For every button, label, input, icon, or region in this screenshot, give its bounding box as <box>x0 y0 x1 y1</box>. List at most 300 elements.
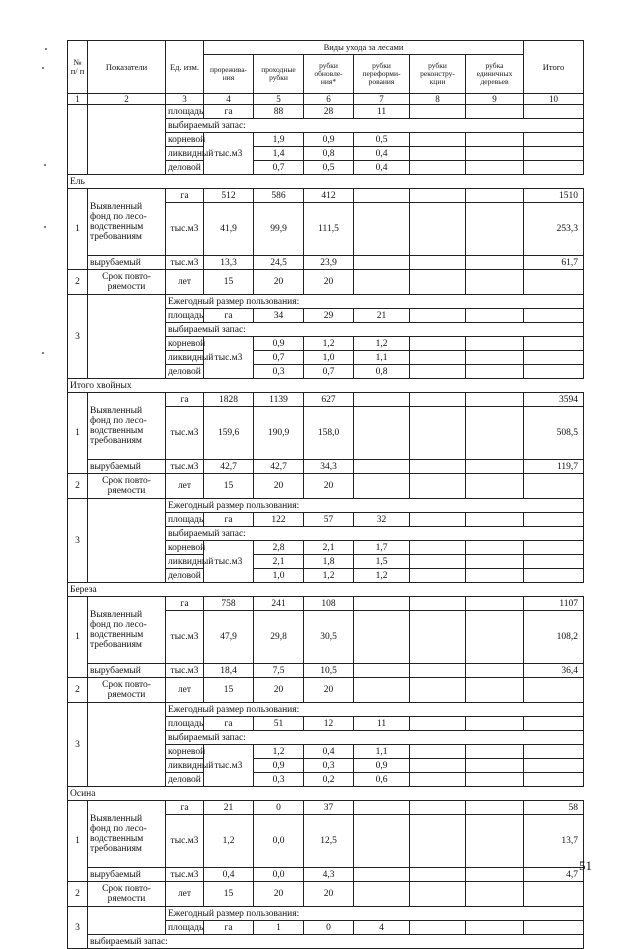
empty-cell <box>354 407 410 460</box>
value-cell: 32 <box>354 513 410 527</box>
empty-cell <box>354 393 410 407</box>
empty-cell <box>524 474 584 499</box>
empty-cell <box>410 882 466 907</box>
empty-cell <box>524 678 584 703</box>
total-cell: 119,7 <box>524 460 584 474</box>
empty-cell <box>466 868 524 882</box>
unit-cell: тыс.м3 <box>166 868 204 882</box>
empty-cell <box>410 664 466 678</box>
empty-cell <box>524 745 584 759</box>
value-cell: 1828 <box>204 393 254 407</box>
table-row <box>68 703 584 717</box>
scan-speck <box>42 67 44 69</box>
row-number: 2 <box>68 270 88 295</box>
value-cell: 20 <box>304 474 354 499</box>
empty-cell <box>466 133 524 147</box>
value-cell: 0,0 <box>254 868 304 882</box>
value-cell: 2,8 <box>254 541 304 555</box>
section-title: Осина <box>68 787 584 801</box>
liquid-label: ликвидный <box>166 555 204 569</box>
unit-cell: тыс.м3 <box>204 541 254 583</box>
empty-cell <box>466 921 524 935</box>
page-number: 51 <box>579 858 592 873</box>
value-cell: 34 <box>254 309 304 323</box>
value-cell: 1,9 <box>254 133 304 147</box>
section-title: Береза <box>68 583 584 597</box>
row-number: 1 <box>68 597 88 678</box>
header-subtype: проходные рубки <box>254 55 304 94</box>
empty-cell <box>466 882 524 907</box>
column-number: 10 <box>524 94 584 105</box>
revealed-label: Выявленный фонд по лесо-водственным требованиям <box>88 393 166 460</box>
header-subtype: рубки переформи- рования <box>354 55 410 94</box>
value-cell: 159,6 <box>204 407 254 460</box>
business-label: деловой <box>166 773 204 787</box>
value-cell: 1,5 <box>354 555 410 569</box>
liquid-label: ликвидный <box>166 147 204 161</box>
empty-cell <box>354 256 410 270</box>
value-cell: 158,0 <box>304 407 354 460</box>
value-cell: 412 <box>304 189 354 203</box>
unit-cell: лет <box>166 270 204 295</box>
empty-cell <box>410 105 466 119</box>
total-cell: 61,7 <box>524 256 584 270</box>
empty-cell <box>410 474 466 499</box>
value-cell: 20 <box>254 882 304 907</box>
value-cell: 4 <box>354 921 410 935</box>
empty-cell <box>410 365 466 379</box>
value-cell: 2,1 <box>254 555 304 569</box>
cut-label: вырубаемый <box>88 256 166 270</box>
value-cell: 0,5 <box>354 133 410 147</box>
value-cell: 1,1 <box>354 745 410 759</box>
empty-cell <box>410 921 466 935</box>
empty-cell <box>410 555 466 569</box>
empty-cell <box>466 270 524 295</box>
cut-label: вырубаемый <box>88 868 166 882</box>
scan-speck <box>44 226 46 228</box>
total-cell: 1107 <box>524 597 584 611</box>
table-row <box>68 664 584 678</box>
row-number: 1 <box>68 801 88 882</box>
unit-cell: га <box>166 801 204 815</box>
empty-cell <box>466 815 524 868</box>
value-cell: 0 <box>254 801 304 815</box>
value-cell: 1,0 <box>304 351 354 365</box>
table-row <box>68 907 584 921</box>
empty-cell <box>524 351 584 365</box>
value-cell: 18,4 <box>204 664 254 678</box>
value-cell: 0,7 <box>254 161 304 175</box>
header-subtype: прорежива- ния <box>204 55 254 94</box>
value-cell: 15 <box>204 678 254 703</box>
root-label: корневой <box>166 133 204 147</box>
table-row <box>68 105 584 119</box>
value-cell: 0,8 <box>354 365 410 379</box>
annual-use-label: Ежегодный размер пользования: <box>166 907 584 921</box>
empty-cell <box>354 474 410 499</box>
value-cell: 51 <box>254 717 304 731</box>
total-cell: 4,7 <box>524 868 584 882</box>
liquid-label: ликвидный <box>166 351 204 365</box>
row-number: 2 <box>68 678 88 703</box>
empty-cell <box>524 309 584 323</box>
stock-label: выбираемый запас: <box>88 935 584 949</box>
empty-cell <box>466 569 524 583</box>
total-cell: 1510 <box>524 189 584 203</box>
area-label: площадь <box>166 921 204 935</box>
value-cell: 0,4 <box>204 868 254 882</box>
empty-cell <box>466 773 524 787</box>
empty-cell <box>466 474 524 499</box>
revealed-label: Выявленный фонд по лесо-водственным требованиям <box>88 801 166 868</box>
unit-cell: лет <box>166 882 204 907</box>
empty-cell <box>410 133 466 147</box>
value-cell: 7,5 <box>254 664 304 678</box>
total-cell: 3594 <box>524 393 584 407</box>
empty-cell <box>354 664 410 678</box>
empty-cell <box>466 801 524 815</box>
value-cell: 1,2 <box>304 569 354 583</box>
value-cell: 29,8 <box>254 611 304 664</box>
value-cell: 0,3 <box>254 773 304 787</box>
row-number <box>88 295 166 379</box>
total-cell: 58 <box>524 801 584 815</box>
business-label: деловой <box>166 161 204 175</box>
empty-cell <box>354 882 410 907</box>
empty-cell <box>524 921 584 935</box>
value-cell: 758 <box>204 597 254 611</box>
empty-cell <box>524 365 584 379</box>
header-care-types: Виды ухода за лесами <box>204 41 524 55</box>
value-cell: 0,9 <box>304 133 354 147</box>
value-cell: 4,3 <box>304 868 354 882</box>
empty-cell <box>466 256 524 270</box>
empty-cell <box>524 337 584 351</box>
value-cell: 15 <box>204 474 254 499</box>
table-row <box>68 583 584 597</box>
cut-label: вырубаемый <box>88 664 166 678</box>
cut-label: вырубаемый <box>88 460 166 474</box>
value-cell: 15 <box>204 270 254 295</box>
value-cell: 99,9 <box>254 203 304 256</box>
header-subtype: рубка единичных деревьев <box>466 55 524 94</box>
empty-cell <box>466 161 524 175</box>
empty-cell <box>524 717 584 731</box>
value-cell: 10,5 <box>304 664 354 678</box>
value-cell: 11 <box>354 717 410 731</box>
value-cell: 37 <box>304 801 354 815</box>
value-cell: 13,3 <box>204 256 254 270</box>
empty-cell <box>466 611 524 664</box>
row-number: 3 <box>68 499 88 583</box>
empty-cell <box>354 460 410 474</box>
stock-label: выбираемый запас: <box>166 527 584 541</box>
liquid-label: ликвидный <box>166 759 204 773</box>
value-cell: 1,4 <box>254 147 304 161</box>
value-cell: 122 <box>254 513 304 527</box>
value-cell: 20 <box>254 270 304 295</box>
table-row <box>68 270 584 295</box>
value-cell: 1139 <box>254 393 304 407</box>
area-label: площадь <box>166 717 204 731</box>
empty-cell <box>466 407 524 460</box>
unit-cell: лет <box>166 474 204 499</box>
unit-cell: га <box>166 393 204 407</box>
row-number: 3 <box>68 907 88 949</box>
unit-cell: тыс.м3 <box>166 815 204 868</box>
unit-cell: тыс.м3 <box>166 256 204 270</box>
section-title: Ель <box>68 175 584 189</box>
empty-cell <box>466 351 524 365</box>
empty-cell <box>524 555 584 569</box>
empty-cell <box>410 203 466 256</box>
empty-cell <box>524 105 584 119</box>
value-cell: 20 <box>254 474 304 499</box>
empty-cell <box>410 270 466 295</box>
table-row <box>68 935 584 949</box>
row-number <box>88 907 166 935</box>
table-row <box>68 94 584 105</box>
section-title: Итого хвойных <box>68 379 584 393</box>
table-row <box>68 474 584 499</box>
empty-cell <box>466 393 524 407</box>
total-cell: 108,2 <box>524 611 584 664</box>
value-cell: 1,8 <box>304 555 354 569</box>
value-cell: 0,4 <box>354 147 410 161</box>
value-cell: 21 <box>354 309 410 323</box>
value-cell: 1,2 <box>354 337 410 351</box>
period-label: Срок повто-ряемости <box>88 678 166 703</box>
value-cell: 0,9 <box>254 337 304 351</box>
total-cell: 13,7 <box>524 815 584 868</box>
empty-cell <box>466 541 524 555</box>
value-cell: 0,5 <box>304 161 354 175</box>
unit-cell: тыс.м3 <box>204 337 254 379</box>
empty-cell <box>354 611 410 664</box>
empty-cell <box>354 189 410 203</box>
table-row <box>68 175 584 189</box>
table-row <box>68 597 584 611</box>
empty-cell <box>466 337 524 351</box>
empty-cell <box>524 513 584 527</box>
header-subtype: рубки реконстру- кции <box>410 55 466 94</box>
empty-cell <box>354 801 410 815</box>
value-cell: 0,2 <box>304 773 354 787</box>
empty-cell <box>466 105 524 119</box>
empty-cell <box>466 203 524 256</box>
unit-cell: тыс.м3 <box>166 407 204 460</box>
table-row <box>68 882 584 907</box>
empty-cell <box>466 189 524 203</box>
empty-cell <box>524 569 584 583</box>
empty-cell <box>524 161 584 175</box>
unit-cell: тыс.м3 <box>166 460 204 474</box>
value-cell: 21 <box>204 801 254 815</box>
annual-use-label: Ежегодный размер пользования: <box>166 295 584 309</box>
empty-cell <box>466 460 524 474</box>
value-cell: 0,8 <box>304 147 354 161</box>
row-number <box>88 703 166 787</box>
table-row <box>68 868 584 882</box>
value-cell: 20 <box>304 270 354 295</box>
business-label: деловой <box>166 569 204 583</box>
value-cell: 0,4 <box>304 745 354 759</box>
value-cell: 241 <box>254 597 304 611</box>
unit-cell: тыс.м3 <box>204 133 254 175</box>
value-cell: 0,3 <box>304 759 354 773</box>
header-number: № п/ п <box>68 41 88 94</box>
value-cell: 29 <box>304 309 354 323</box>
value-cell: 1,2 <box>204 815 254 868</box>
empty-cell <box>410 256 466 270</box>
empty-cell <box>410 161 466 175</box>
empty-cell <box>410 801 466 815</box>
empty-cell <box>466 745 524 759</box>
empty-cell <box>354 597 410 611</box>
annual-use-label: Ежегодный размер пользования: <box>166 703 584 717</box>
empty-cell <box>410 597 466 611</box>
root-label: корневой <box>166 745 204 759</box>
revealed-label: Выявленный фонд по лесо-водственным требованиям <box>88 189 166 256</box>
value-cell: 41,9 <box>204 203 254 256</box>
table-row <box>68 256 584 270</box>
row-number <box>68 105 88 175</box>
value-cell: 1,2 <box>354 569 410 583</box>
stock-label: выбираемый запас: <box>166 119 584 133</box>
empty-cell <box>524 759 584 773</box>
row-number <box>88 105 166 175</box>
unit-cell: га <box>166 189 204 203</box>
table-row <box>68 295 584 309</box>
value-cell: 0,7 <box>304 365 354 379</box>
value-cell: 0,3 <box>254 365 304 379</box>
empty-cell <box>410 460 466 474</box>
area-label: площадь <box>166 105 204 119</box>
empty-cell <box>410 309 466 323</box>
value-cell: 1,2 <box>254 745 304 759</box>
stock-label: выбираемый запас: <box>166 323 584 337</box>
value-cell: 0 <box>304 921 354 935</box>
table-row <box>68 379 584 393</box>
total-cell: 253,3 <box>524 203 584 256</box>
value-cell: 0,9 <box>354 759 410 773</box>
value-cell: 47,9 <box>204 611 254 664</box>
value-cell: 42,7 <box>204 460 254 474</box>
empty-cell <box>524 133 584 147</box>
table-row <box>68 41 584 55</box>
scan-speck <box>45 48 47 50</box>
value-cell: 23,9 <box>304 256 354 270</box>
annual-use-label: Ежегодный размер пользования: <box>166 499 584 513</box>
table-row <box>68 801 584 815</box>
empty-cell <box>410 611 466 664</box>
unit-cell: га <box>204 717 254 731</box>
empty-cell <box>354 678 410 703</box>
value-cell: 1,1 <box>354 351 410 365</box>
table-row <box>68 460 584 474</box>
value-cell: 12 <box>304 717 354 731</box>
value-cell: 30,5 <box>304 611 354 664</box>
scan-speck <box>44 164 46 166</box>
table-row <box>68 189 584 203</box>
root-label: корневой <box>166 337 204 351</box>
row-number: 3 <box>68 703 88 787</box>
value-cell: 12,5 <box>304 815 354 868</box>
empty-cell <box>466 555 524 569</box>
empty-cell <box>410 678 466 703</box>
unit-cell: га <box>204 921 254 935</box>
value-cell: 0,7 <box>254 351 304 365</box>
unit-cell: тыс.м3 <box>166 611 204 664</box>
scan-speck <box>42 352 44 354</box>
value-cell: 2,1 <box>304 541 354 555</box>
empty-cell <box>466 759 524 773</box>
empty-cell <box>410 773 466 787</box>
row-number: 3 <box>68 295 88 379</box>
column-number: 6 <box>304 94 354 105</box>
table-row <box>68 393 584 407</box>
empty-cell <box>410 759 466 773</box>
table-row <box>68 678 584 703</box>
value-cell: 0,9 <box>254 759 304 773</box>
empty-cell <box>410 393 466 407</box>
root-label: корневой <box>166 541 204 555</box>
empty-cell <box>410 337 466 351</box>
column-number: 2 <box>88 94 166 105</box>
value-cell: 190,9 <box>254 407 304 460</box>
period-label: Срок повто-ряемости <box>88 270 166 295</box>
empty-cell <box>466 309 524 323</box>
value-cell: 20 <box>254 678 304 703</box>
empty-cell <box>410 717 466 731</box>
stock-label: выбираемый запас: <box>166 731 584 745</box>
value-cell: 20 <box>304 678 354 703</box>
value-cell: 1,0 <box>254 569 304 583</box>
row-number: 1 <box>68 189 88 270</box>
unit-cell: тыс.м3 <box>204 745 254 787</box>
empty-cell <box>410 351 466 365</box>
empty-cell <box>410 815 466 868</box>
value-cell: 1,2 <box>304 337 354 351</box>
row-number: 1 <box>68 393 88 474</box>
unit-cell: га <box>204 105 254 119</box>
empty-cell <box>354 868 410 882</box>
empty-cell <box>524 147 584 161</box>
total-cell: 36,4 <box>524 664 584 678</box>
header-unit: Ед. изм. <box>166 41 204 94</box>
value-cell: 1 <box>254 921 304 935</box>
value-cell: 24,5 <box>254 256 304 270</box>
unit-cell: тыс.м3 <box>166 664 204 678</box>
row-number: 2 <box>68 882 88 907</box>
value-cell: 0,4 <box>354 161 410 175</box>
value-cell: 28 <box>304 105 354 119</box>
header-indicator: Показатели <box>88 41 166 94</box>
unit-cell: га <box>166 597 204 611</box>
empty-cell <box>524 882 584 907</box>
column-number: 5 <box>254 94 304 105</box>
value-cell: 20 <box>304 882 354 907</box>
value-cell: 512 <box>204 189 254 203</box>
column-number: 1 <box>68 94 88 105</box>
value-cell: 57 <box>304 513 354 527</box>
column-number: 8 <box>410 94 466 105</box>
empty-cell <box>410 569 466 583</box>
header-total: Итого <box>524 41 584 94</box>
empty-cell <box>354 270 410 295</box>
value-cell: 34,3 <box>304 460 354 474</box>
